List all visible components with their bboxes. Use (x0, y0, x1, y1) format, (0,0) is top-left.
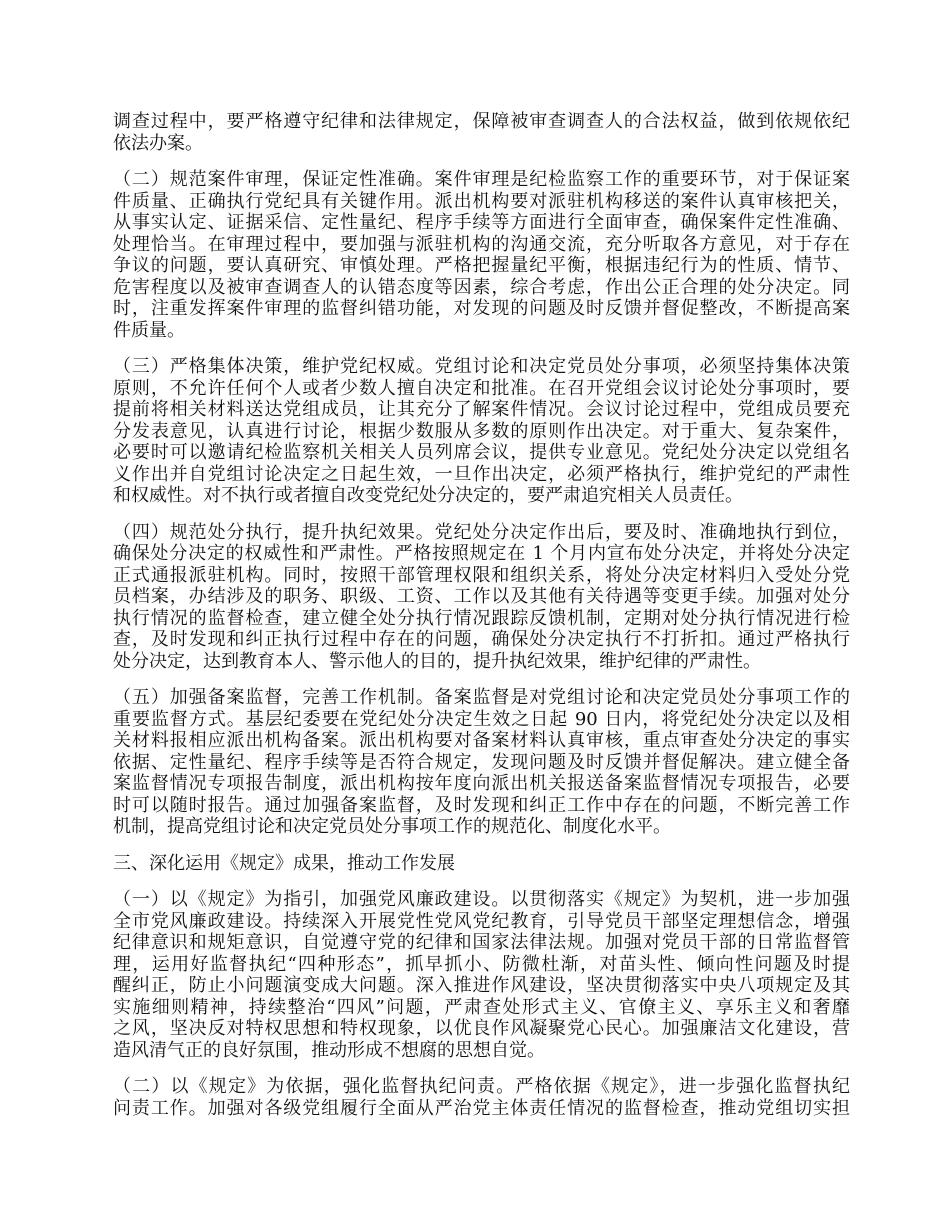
paragraph (113, 111, 850, 154)
text-line: 确保处分决定的权威性和严肃性。严格按照规定在 1 个月内宣布处分决定，并将处分决定 (113, 543, 850, 564)
text-line: 重要监督方式。基层纪委要在党纪处分决定生效之日起 90 日内，将党纪处分决定以及相 (113, 708, 850, 730)
paragraph (113, 889, 850, 1061)
document-page (113, 111, 850, 1134)
paragraph (113, 356, 850, 507)
text-line: 机制，提高党组讨论和决定党员处分事项工作的规范化、制度化水平。 (113, 816, 671, 837)
paragraph (113, 1076, 850, 1119)
paragraph (113, 522, 850, 673)
section-heading (113, 853, 850, 875)
paragraph (113, 687, 850, 838)
text-line: 处理恰当。在审理过程中，要加强与派驻机构的沟通交流，充分听取各方意见，对于存在 (113, 233, 850, 255)
text-line: 处分决定，达到教育本人、警示他人的目的，提升执纪效果，维护纪律的严肃性。 (113, 650, 761, 672)
text-line: 案监督情况专项报告制度，派出机构按年度向派出机关报送备案监督情况专项报告，必要 (113, 773, 850, 794)
text-line: 必要时可以邀请纪检监察机关相关人员列席会议，提供专业意见。党纪处分决定以党组名 (113, 442, 850, 463)
text-line: 件质量。 (113, 319, 185, 341)
text-line: 全市党风廉政建设。持续深入开展党性党风党纪教育，引导党员干部坚定理想信念，增强 (113, 910, 850, 932)
text-line: 查，及时发现和纠正执行过程中存在的问题，确保处分决定执行不打折扣。通过严格执行 (113, 629, 850, 650)
text-line: 之风，坚决反对特权思想和特权现象，以优良作风凝聚党心民心。加强廉洁文化建设，营 (113, 1018, 850, 1039)
text-line: 分发表意见，认真进行讨论，根据少数服从多数的原则作出决定。对于重大、复杂案件， (113, 420, 850, 442)
text-line: 员档案，办结涉及的职务、职级、工资、工作以及其他有关待遇等变更手续。加强对处分 (113, 586, 850, 607)
text-line: 和权威性。对不执行或者擅自改变党纪处分决定的，要严肃追究相关人员责任。 (113, 485, 743, 506)
text-line: 理，运用好监督执纪“四种形态”，抓早抓小、防微杜渐，对苗头性、倾向性问题及时提 (113, 953, 850, 975)
text-line: 义作出并自党组讨论决定之日起生效，一旦作出决定，必须严格执行，维护党纪的严肃性 (113, 463, 850, 485)
text-line: 三、深化运用《规定》成果，推动工作发展 (113, 852, 455, 874)
text-line: （五）加强备案监督，完善工作机制。备案监督是对党组讨论和决定党员处分事项工作的 (113, 687, 850, 708)
text-line: 争议的问题，要认真研究、审慎处理。严格把握量纪平衡，根据违纪行为的性质、情节、 (113, 255, 850, 276)
text-line: 提前将相关材料送达党组成员，让其充分了解案件情况。会议讨论过程中，党组成员要充 (113, 399, 850, 420)
text-line: 时，注重发挥案件审理的监督纠错功能，对发现的问题及时反馈并督促整改，不断提高案 (113, 298, 850, 319)
text-line: 依据、定性量纪、程序手续等是否符合规定，发现问题及时反馈并督促解决。建立健全备 (113, 751, 850, 773)
text-line: 醒纠正，防止小问题演变成大问题。深入推进作风建设，坚决贯彻落实中央八项规定及其 (113, 975, 850, 996)
text-line: 正式通报派驻机构。同时，按照干部管理权限和组织关系，将处分决定材料归入受处分党 (113, 564, 850, 586)
text-line: 危害程度以及被审查调查人的认错态度等因素，综合考虑，作出公正合理的处分决定。同 (113, 276, 850, 298)
text-line: 执行情况的监督检查，建立健全处分执行情况跟踪反馈机制，定期对处分执行情况进行检 (113, 607, 850, 629)
text-line: 关材料报相应派出机构备案。派出机构要对备案材料认真审核，重点审查处分决定的事实 (113, 730, 850, 751)
text-line: 依法办案。 (113, 132, 203, 154)
text-line: （三）严格集体决策，维护党纪权威。党组讨论和决定党员处分事项，必须坚持集体决策 (113, 356, 850, 377)
text-line: 时可以随时报告。通过加强备案监督，及时发现和纠正工作中存在的问题，不断完善工作 (113, 794, 850, 816)
text-line: 纪律意识和规矩意识，自觉遵守党的纪律和国家法律法规。加强对党员干部的日常监督管 (113, 932, 850, 953)
text-line: 调查过程中，要严格遵守纪律和法律规定，保障被审查调查人的合法权益，做到依规依纪 (113, 111, 850, 132)
text-line: 问责工作。加强对各级党组履行全面从严治党主体责任情况的监督检查，推动党组切实担 (113, 1097, 850, 1119)
text-line: 件质量、正确执行党纪具有关键作用。派出机构要对派驻机构移送的案件认真审核把关， (113, 190, 850, 212)
text-line: （四）规范处分执行，提升执纪效果。党纪处分决定作出后，要及时、准确地执行到位， (113, 521, 850, 543)
text-line: 实施细则精神，持续整治“四风”问题，严肃查处形式主义、官僚主义、享乐主义和奢靡 (113, 996, 850, 1018)
text-line: （二）规范案件审理，保证定性准确。案件审理是纪检监察工作的重要环节，对于保证案 (113, 169, 850, 190)
text-line: 造风清气正的良好氛围，推动形成不想腐的思想自觉。 (113, 1039, 545, 1061)
text-line: （一）以《规定》为指引，加强党风廉政建设。以贯彻落实《规定》为契机，进一步加强 (113, 889, 850, 910)
text-line: 原则，不允许任何个人或者少数人擅自决定和批准。在召开党组会议讨论处分事项时，要 (113, 377, 850, 399)
paragraph (113, 169, 850, 341)
text-line: 从事实认定、证据采信、定性量纪、程序手续等方面进行全面审查，确保案件定性准确、 (113, 212, 850, 233)
text-line: （二）以《规定》为依据，强化监督执纪问责。严格依据《规定》，进一步强化监督执纪 (113, 1076, 850, 1097)
